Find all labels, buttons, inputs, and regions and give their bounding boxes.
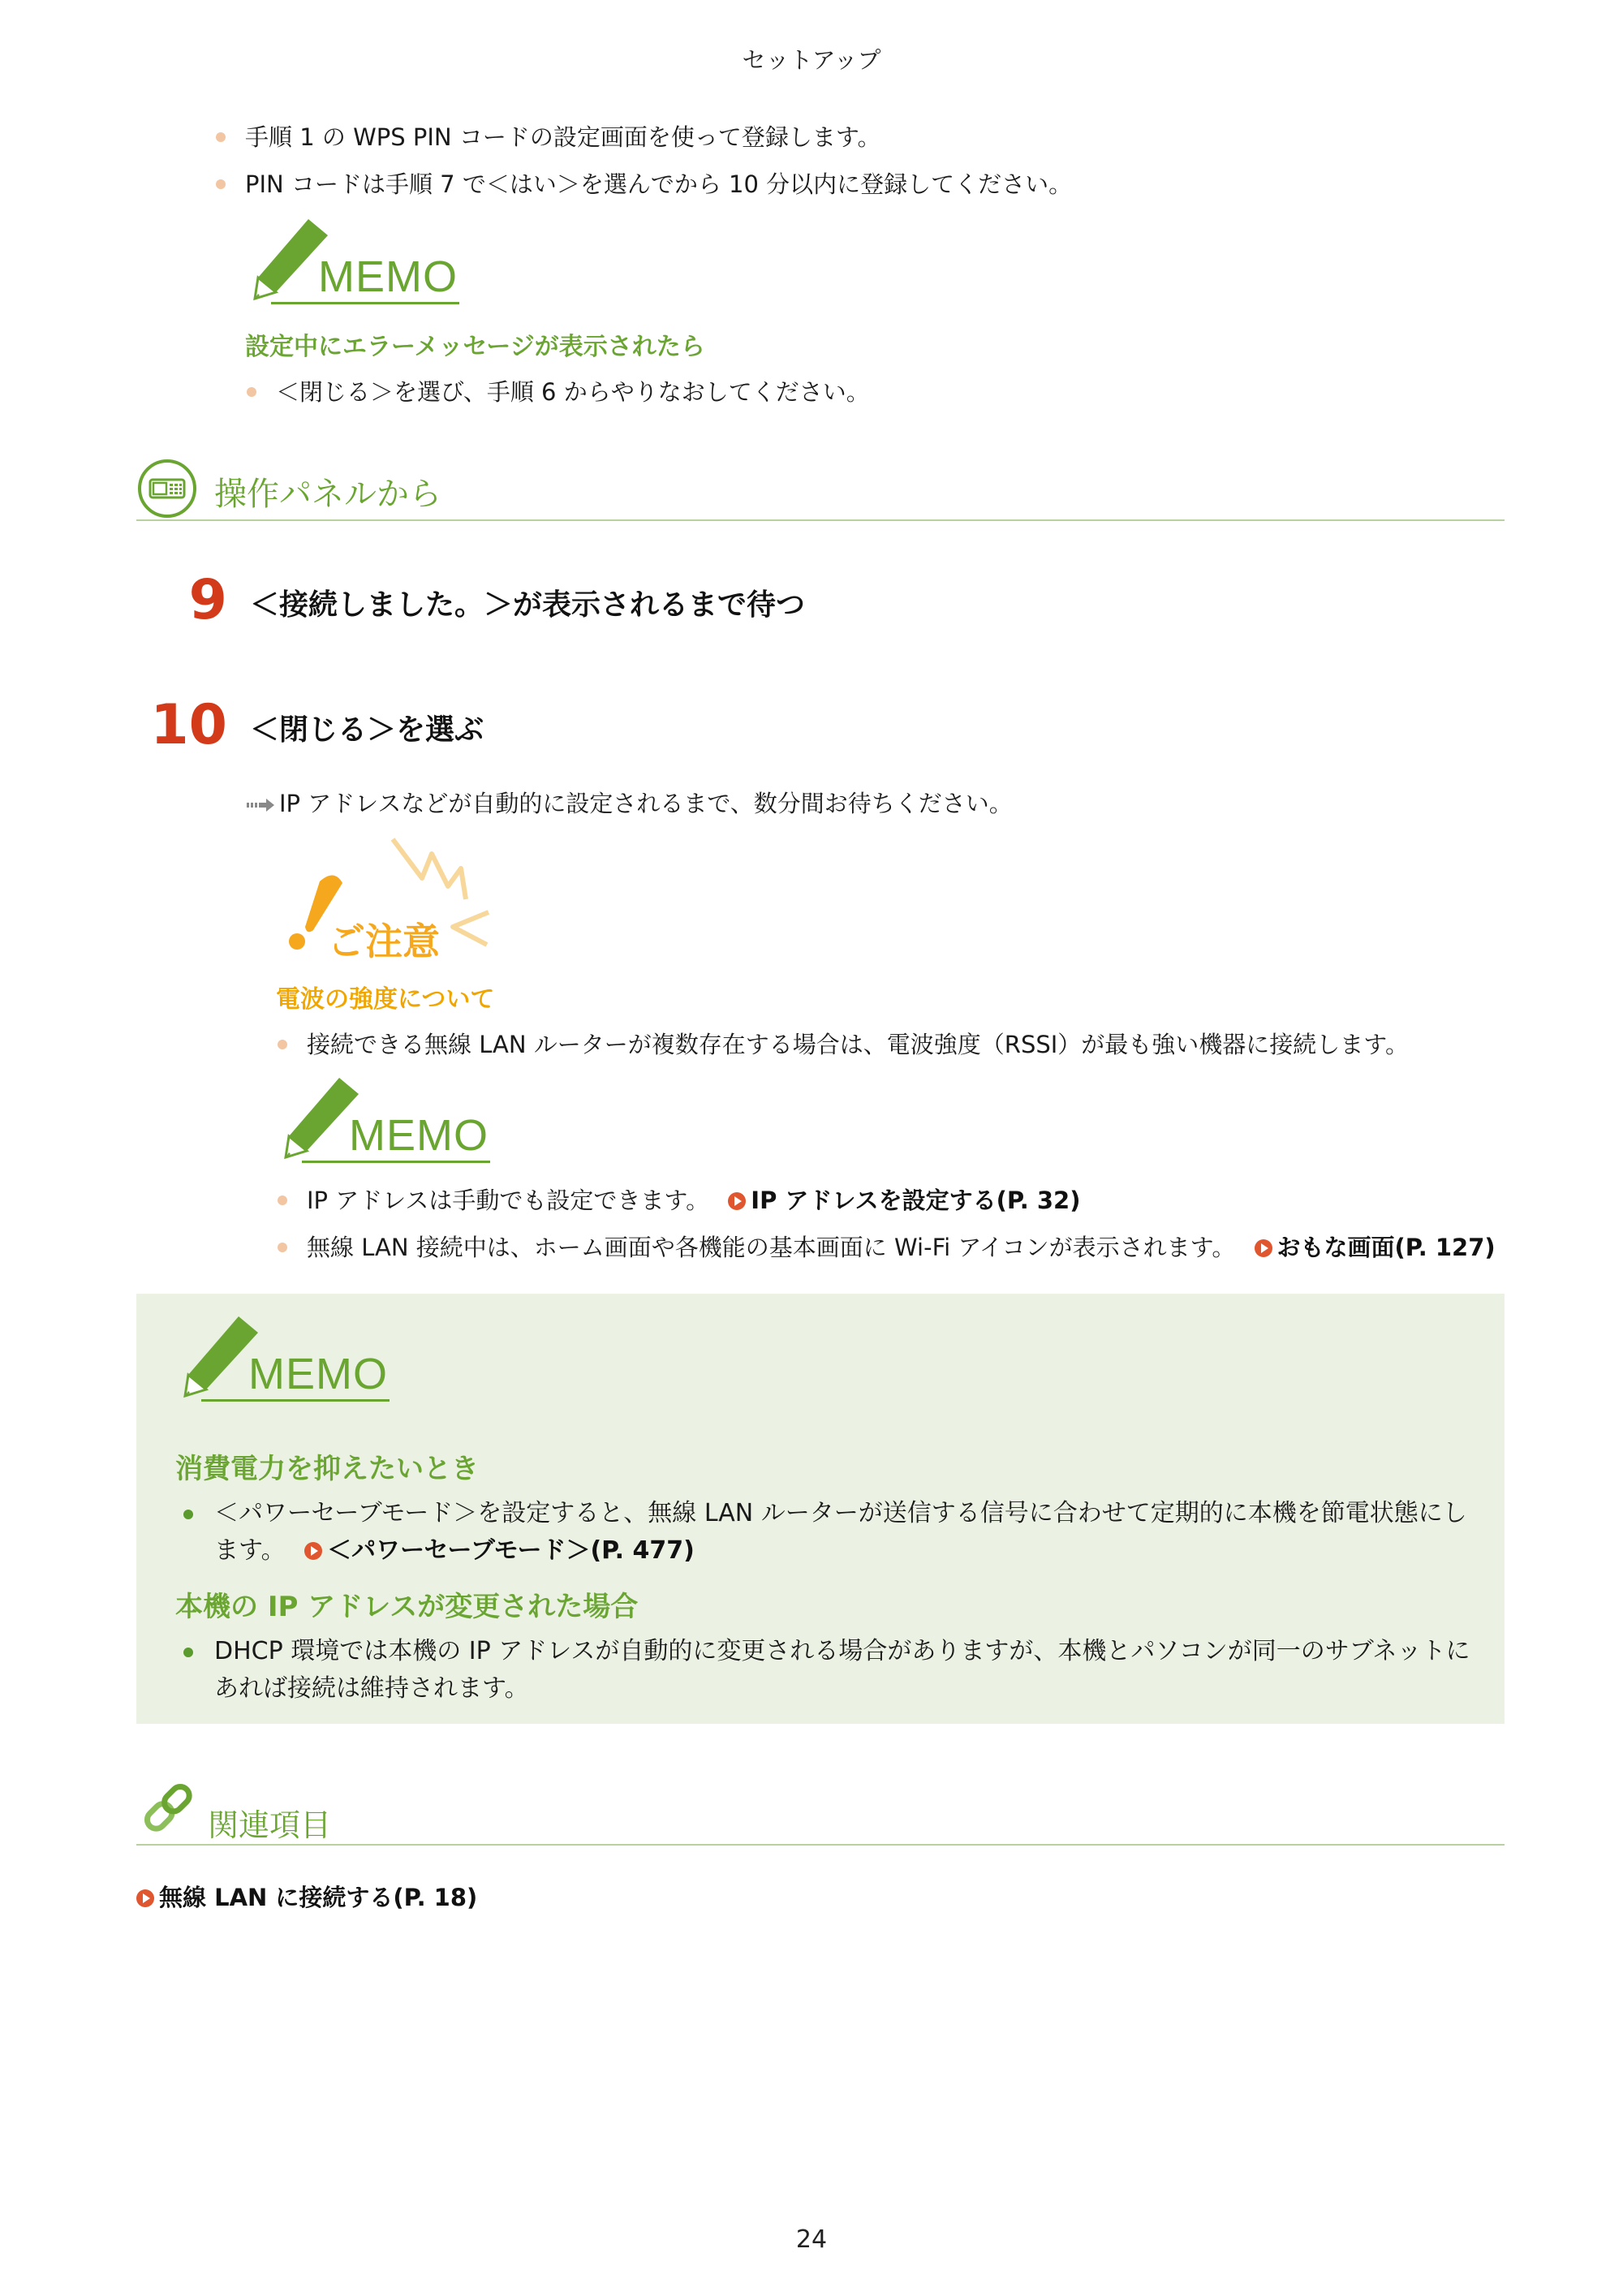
page-number: 24	[795, 2225, 828, 2254]
step-title: ＜接続しました。＞が表示されるまで待つ	[250, 588, 806, 622]
bullet-text: PIN コードは手順 7 で＜はい＞を選んでから 10 分以内に登録してください。	[245, 170, 1073, 198]
list-item	[307, 1230, 1496, 1264]
link-arrow-icon	[728, 1192, 746, 1210]
bullet-icon	[216, 132, 226, 142]
memo-underline	[271, 302, 459, 304]
list-item	[214, 1633, 1480, 1708]
memo-heading	[274, 1076, 493, 1165]
top-bullet-list	[245, 120, 1072, 201]
memo-subtitle: 消費電力を抑えたいとき	[175, 1453, 479, 1485]
list-item	[245, 120, 1072, 154]
list-item	[214, 1495, 1480, 1570]
result-arrow-icon	[247, 799, 276, 812]
link-arrow-icon	[304, 1542, 322, 1560]
bullet-icon	[247, 387, 256, 397]
section-divider	[136, 519, 1505, 521]
bullet-icon	[183, 1510, 193, 1519]
memo-box	[136, 1294, 1505, 1724]
memo-title: 設定中にエラーメッセージが表示されたら	[245, 333, 705, 361]
link-arrow-icon	[136, 1889, 154, 1907]
memo-label: MEMO	[349, 1111, 489, 1160]
bullet-icon	[183, 1648, 193, 1657]
memo-heading	[243, 218, 463, 307]
caution-heading	[271, 836, 498, 963]
bullet-text: ＜パワーセーブモード＞を設定すると、無線 LAN ルーターが送信する信号に合わせて定期的に本機を節電状態にし	[214, 1499, 1467, 1527]
section-title: 操作パネルから	[214, 476, 441, 513]
bullet-icon	[278, 1243, 287, 1252]
ip-address-link[interactable]	[728, 1187, 1080, 1214]
control-panel-icon	[136, 458, 198, 519]
bullet-text: DHCP 環境では本機の IP アドレスが自動的に変更される場合がありますが、本機とパソコンが同一のサブネットに	[214, 1637, 1470, 1665]
step-number: 10	[150, 693, 227, 757]
bullet-icon	[216, 179, 226, 189]
caution-title: 電波の強度について	[276, 985, 495, 1014]
bullet-text: 手順 1 の WPS PIN コードの設定画面を使って登録します。	[245, 123, 881, 151]
bullet-text: 無線 LAN 接続中は、ホーム画面や各機能の基本画面に Wi-Fi アイコンが表示されます。	[307, 1234, 1236, 1261]
bullet-icon	[278, 1040, 287, 1049]
related-link[interactable]	[136, 1880, 477, 1913]
power-save-link[interactable]	[304, 1536, 695, 1565]
memo-list	[276, 375, 870, 409]
list-item	[307, 1027, 1409, 1062]
link-chain-icon	[136, 1776, 201, 1841]
link-text[interactable]: IP アドレスを設定する(P. 32)	[751, 1187, 1081, 1214]
bullet-text: ます。	[214, 1536, 286, 1565]
bullet-icon	[278, 1195, 287, 1205]
step-number: 9	[188, 568, 227, 632]
memo-subtitle: 本機の IP アドレスが変更された場合	[175, 1591, 639, 1623]
memo-list	[307, 1183, 1496, 1264]
bullet-text: あれば接続は維持されます。	[214, 1674, 529, 1703]
bullet-text-line2	[214, 1532, 1480, 1570]
caution-list	[307, 1027, 1409, 1062]
link-text[interactable]: おもな画面(P. 127)	[1276, 1234, 1496, 1261]
list-item	[276, 375, 870, 409]
list-item	[307, 1183, 1496, 1217]
result-text: IP アドレスなどが自動的に設定されるまで、数分間お待ちください。	[279, 790, 1013, 817]
link-arrow-icon	[1255, 1239, 1272, 1257]
related-divider	[136, 1844, 1505, 1846]
link-text[interactable]: ＜パワーセーブモード＞(P. 477)	[327, 1536, 695, 1565]
caution-label: ご注意	[328, 920, 440, 963]
related-title: 関連項目	[208, 1807, 332, 1843]
bullet-text: ＜閉じる＞を選び、手順 6 からやりなおしてください。	[276, 378, 870, 406]
step-result	[247, 786, 1013, 819]
memo-heading	[174, 1315, 393, 1404]
bullet-text: 接続できる無線 LAN ルーターが複数存在する場合は、電波強度（RSSI）が最も強い機器に接続します。	[307, 1031, 1409, 1058]
main-screen-link[interactable]	[1255, 1234, 1496, 1261]
bullet-text: IP アドレスは手動でも設定できます。	[307, 1187, 710, 1214]
running-header: セットアップ	[742, 46, 881, 74]
list-item	[245, 167, 1072, 201]
memo-underline	[201, 1399, 390, 1402]
memo-label: MEMO	[318, 252, 458, 301]
memo-underline	[302, 1161, 490, 1163]
step-title: ＜閉じる＞を選ぶ	[250, 713, 484, 747]
link-text[interactable]: 無線 LAN に接続する(P. 18)	[159, 1884, 478, 1911]
memo-label: MEMO	[248, 1350, 388, 1398]
